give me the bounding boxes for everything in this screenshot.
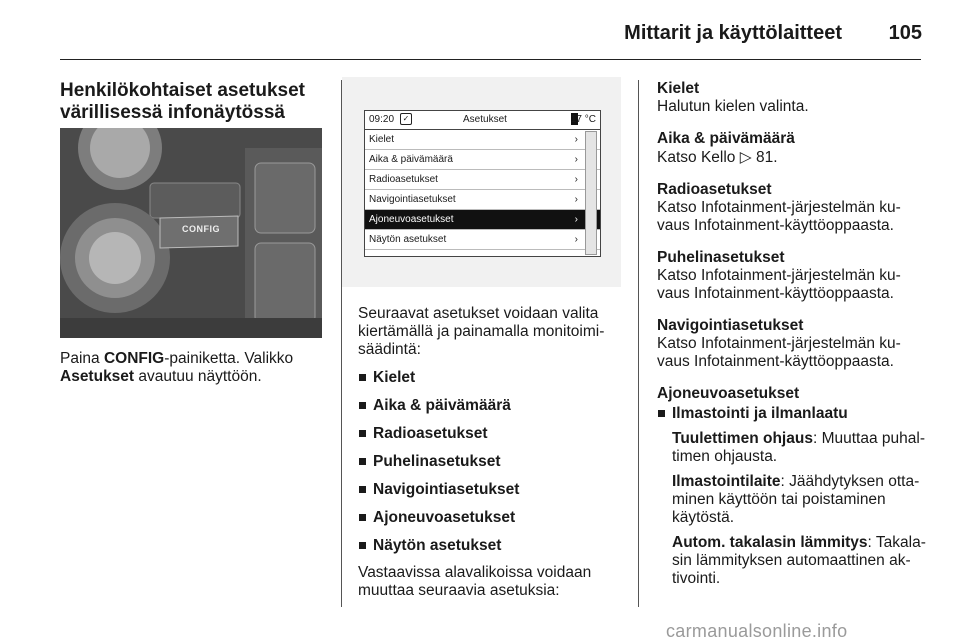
config-button-label: CONFIG xyxy=(182,224,220,234)
chevron-right-icon: › xyxy=(574,174,578,185)
display-menu-item xyxy=(365,170,600,190)
outro-text: Vastaavissa alavalikoissa voidaan muuttaa seuraavia asetuksia: xyxy=(358,564,592,599)
section-text: Katso Infotainment-järjestelmän kuvaus Infotainment-käyttöoppaasta. xyxy=(657,267,901,302)
bullet-item: Aika & päivämäärä xyxy=(358,397,628,415)
display-menu-item xyxy=(365,210,600,230)
chevron-right-icon: › xyxy=(574,234,578,245)
text: : Jäähdytyksen ottaminen käyttöön tai poistaminen käytöstä. xyxy=(672,473,920,526)
display-menu-item xyxy=(365,190,600,210)
section-title: Navigointiasetukset xyxy=(657,317,804,334)
text-bold: Ilmastointilaite xyxy=(672,473,781,490)
display-menu-item-label: Aika & päivämäärä xyxy=(369,154,453,165)
text: : Muuttaa puhaltimen ohjausta. xyxy=(672,430,925,465)
left-paragraph xyxy=(60,350,330,386)
display-menu-item xyxy=(365,230,600,250)
section-text xyxy=(657,148,927,167)
settings-screen-figure xyxy=(342,77,621,287)
bullet-item: Näytön asetukset xyxy=(358,537,628,555)
section-title: Radioasetukset xyxy=(657,181,772,198)
display-menu-item xyxy=(365,150,600,170)
text: -painiketta. Valikko xyxy=(164,350,294,367)
chevron-right-icon: › xyxy=(574,154,578,165)
display-menu-list xyxy=(365,130,600,250)
text: avautuu näyttöön. xyxy=(134,368,262,385)
config-button-photo xyxy=(60,128,322,338)
display-time: 09:20 xyxy=(369,114,395,125)
text-bold: Asetukset xyxy=(60,368,135,385)
text: : Takalasin lämmityksen automaattinen aktivointi. xyxy=(672,534,926,587)
middle-column xyxy=(358,305,628,600)
display-status-bar xyxy=(365,111,600,130)
display-menu-item-label: Radioasetukset xyxy=(369,174,438,185)
list-item: Ilmastointi ja ilmanlaatu xyxy=(657,405,927,423)
display-menu-item-label: Ajoneuvoasetukset xyxy=(369,214,454,225)
section-heading: Henkilökohtaiset asetukset värillisessä infonäytössä xyxy=(60,80,305,123)
chevron-right-icon: › xyxy=(574,214,578,225)
running-header-title: Mittarit ja käyttölaitteet xyxy=(624,22,842,44)
section-text: Halutun kielen valinta. xyxy=(657,98,809,115)
section-title: Kielet xyxy=(657,80,700,97)
display-menu-item-label: Näytön asetukset xyxy=(369,234,447,245)
left-column xyxy=(60,80,330,124)
display-menu-item-label: Kielet xyxy=(369,134,395,145)
bullet-item: Puhelinasetukset xyxy=(358,453,628,471)
page-number: 105 xyxy=(888,22,922,44)
display-temperature: 17 °C xyxy=(570,114,596,125)
sub-item xyxy=(657,430,927,466)
chevron-right-icon: › xyxy=(574,194,578,205)
reference-arrow-icon: ▷ xyxy=(739,148,752,166)
sub-item xyxy=(657,473,927,527)
text-bold: CONFIG xyxy=(103,350,165,367)
bullet-item: Kielet xyxy=(358,369,628,387)
clock-icon: ✓ xyxy=(400,113,412,125)
chevron-right-icon: › xyxy=(574,134,578,145)
display-menu-item xyxy=(365,130,600,150)
bullet-item: Radioasetukset xyxy=(358,425,628,443)
header-rule xyxy=(60,59,921,60)
watermark: carmanualsonline.info xyxy=(666,621,848,641)
text: Katso Kello xyxy=(657,149,740,166)
section-text: Katso Infotainment-järjestelmän kuvaus Infotainment-käyttöoppaasta. xyxy=(657,335,901,370)
settings-bullet-list xyxy=(358,369,628,555)
text: Paina xyxy=(60,350,104,367)
bullet-item: Navigointiasetukset xyxy=(358,481,628,499)
bullet-item: Ajoneuvoasetukset xyxy=(358,509,628,527)
section-title: Puhelinasetukset xyxy=(657,249,785,266)
text-bold: Tuulettimen ohjaus xyxy=(672,430,813,447)
display-title: Asetukset xyxy=(463,114,507,125)
intro-text: Seuraavat asetukset voidaan valita kiertämällä ja painamalla monitoimisäädintä: xyxy=(358,305,605,358)
text: 81. xyxy=(751,149,778,166)
section-text: Katso Infotainment-järjestelmän kuvaus Infotainment-käyttöoppaasta. xyxy=(657,199,901,234)
display-menu-item-label: Navigointiasetukset xyxy=(369,194,456,205)
sub-item xyxy=(657,534,927,588)
settings-display xyxy=(364,110,601,257)
section-title: Aika & päivämäärä xyxy=(657,130,795,147)
vehicle-settings-list xyxy=(657,405,927,423)
right-column xyxy=(657,80,927,588)
column-divider-right xyxy=(638,80,639,607)
text-bold: Autom. takalasin lämmitys xyxy=(672,534,868,551)
display-scrollbar xyxy=(585,131,597,255)
section-title: Ajoneuvoasetukset xyxy=(657,385,800,402)
